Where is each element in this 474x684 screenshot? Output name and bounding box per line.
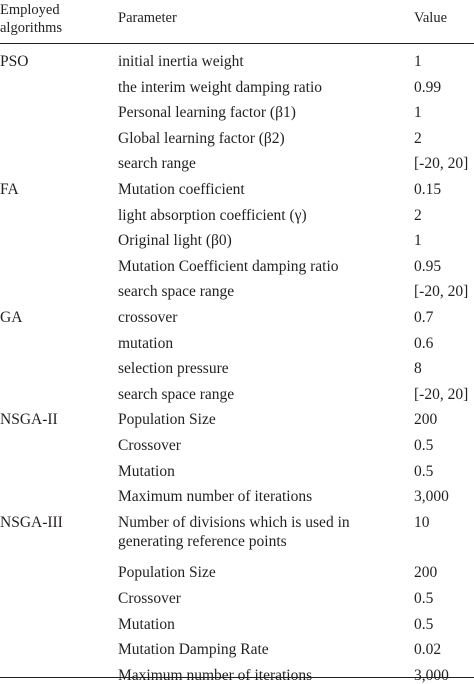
row-value: 200 (414, 411, 438, 429)
row-value: 0.5 (414, 437, 434, 454)
row-parameter: crossover (118, 309, 178, 326)
header-parameter: Parameter (118, 10, 177, 26)
row-value: 10 (414, 513, 430, 531)
row-parameter: Global learning factor (β2) (118, 129, 285, 147)
row-algorithm: NSGA-III (0, 513, 63, 531)
row-parameter: Mutation (118, 615, 175, 633)
row-value: [-20, 20] (414, 283, 469, 301)
row-parameter: Original light (β0) (118, 232, 232, 250)
row-parameter: search range (118, 155, 196, 173)
row-value: 2 (414, 129, 422, 147)
row-parameter: Crossover (118, 590, 181, 607)
row-parameter: initial inertia weight (118, 53, 244, 70)
row-algorithm: FA (0, 181, 19, 198)
row-value: [-20, 20] (414, 155, 469, 173)
row-parameter: Mutation coefficient (118, 181, 245, 198)
row-parameter: Population Size (118, 411, 216, 429)
row-parameter: Maximum number of iterations (118, 488, 313, 506)
row-value: 200 (414, 564, 438, 582)
row-value: 0.5 (414, 615, 434, 633)
row-parameter: Population Size (118, 564, 216, 582)
row-value: 0.5 (414, 462, 434, 480)
row-parameter: mutation (118, 334, 174, 352)
row-value: 0.95 (414, 257, 442, 275)
row-value: 0.7 (414, 309, 434, 326)
row-value: 1 (414, 53, 422, 70)
row-value: 1 (414, 104, 422, 122)
row-value: 0.99 (414, 78, 442, 96)
row-value: 0.6 (414, 334, 434, 352)
row-value: [-20, 20] (414, 385, 469, 403)
row-value: 2 (414, 206, 422, 224)
bottom-rule (0, 677, 474, 678)
row-parameter-line2: generating reference points (118, 532, 287, 550)
header-algorithm-line2: algorithms (0, 20, 63, 36)
row-value: 8 (414, 360, 422, 378)
row-parameter: Mutation Coefficient damping ratio (118, 257, 339, 275)
row-value: 3,000 (414, 666, 449, 684)
row-algorithm: GA (0, 309, 23, 326)
header-rule (0, 43, 474, 44)
row-parameter-line1: Number of divisions which is used in (118, 513, 350, 531)
row-parameter: light absorption coefficient (γ) (118, 206, 307, 224)
row-parameter: Mutation (118, 462, 175, 480)
row-parameter: Personal learning factor (β1) (118, 104, 296, 122)
header-algorithm-line1: Employed (0, 2, 60, 18)
row-parameter: the interim weight damping ratio (118, 78, 323, 96)
row-algorithm: NSGA-II (0, 411, 58, 429)
row-value: 0.02 (414, 641, 442, 659)
row-parameter: selection pressure (118, 360, 229, 378)
row-value: 3,000 (414, 488, 449, 506)
row-parameter: Crossover (118, 437, 181, 454)
row-parameter: search space range (118, 283, 235, 301)
row-parameter: Maximum number of iterations (118, 666, 313, 684)
header-value: Value (414, 10, 448, 26)
row-value: 0.5 (414, 590, 434, 607)
row-parameter: Mutation Damping Rate (118, 641, 269, 659)
row-parameter: search space range (118, 385, 235, 403)
row-value: 1 (414, 232, 422, 250)
row-value: 0.15 (414, 181, 442, 198)
row-algorithm: PSO (0, 53, 29, 70)
